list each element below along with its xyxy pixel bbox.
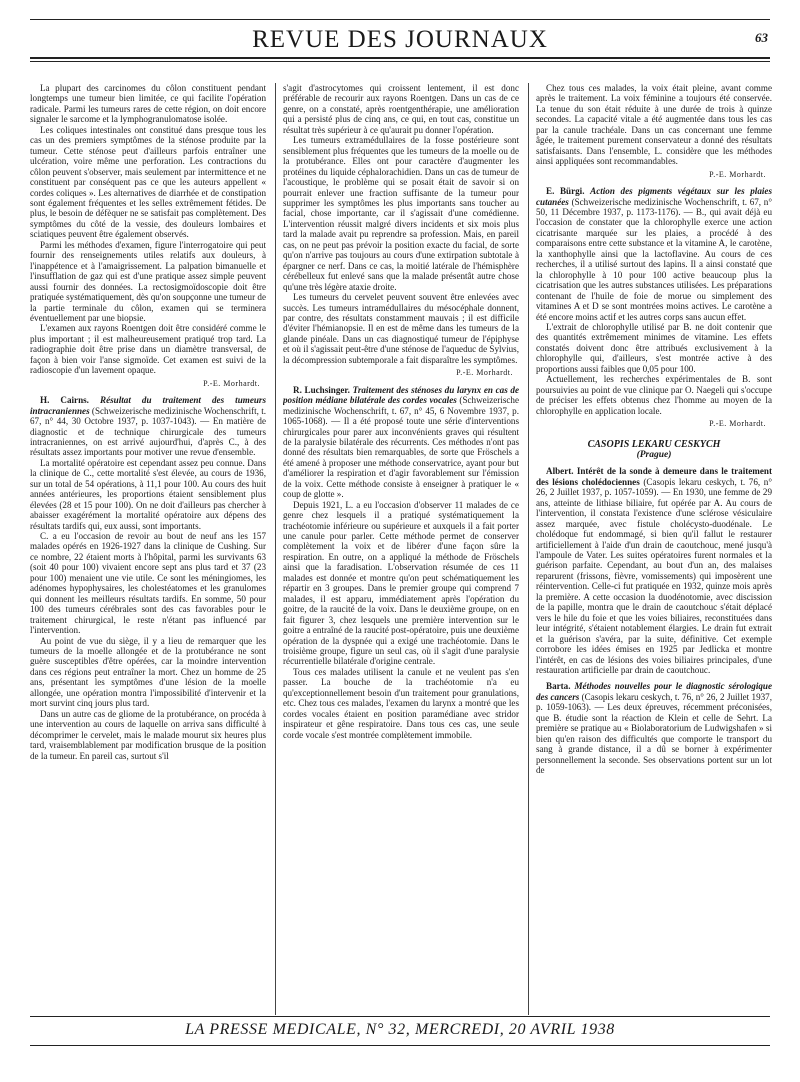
article-heading <box>536 186 772 322</box>
paragraph: Chez tous ces malades, la voix était pleine, avant comme après le traitement. La voix féminine a toujours été conservée. La tenue du son était réduite à une durée de trois à quinze secondes. La capacité vitale a été augmentée dans tous les cas par la canule trachéale. Dans un cas concernant une femme âgée, le traitement purement conservateur a donné des résultats satisfaisants. Dans l'ensemble, L. considère que les méthodes ainsi appliquées sont recommandables. <box>536 83 772 167</box>
journal-section-city: (Prague) <box>636 449 672 460</box>
author-signature: P.-E. Morhardt. <box>203 378 260 388</box>
paragraph: Actuellement, les recherches expérimentales de B. sont poursuivies au point de vue clinique par O. Naegeli qui s'occupe de préciser les effets obtenus chez l'homme au moyen de la chlorophylle en application locale. <box>536 374 772 416</box>
article-author: R. Luchsinger. <box>293 384 350 395</box>
article-heading <box>536 466 772 675</box>
article-author: Albert. <box>546 466 574 477</box>
page-header <box>30 26 770 56</box>
article-reference: (Casopis lekaru ceskych, t. 76, n° 26, 2 Juillet 1937, p. 1057-1059). — En 1930, une femme de 29 ans, atteinte de lithiase biliaire, fut opérée par A. Au cours de l'intervention, il constata l'existence d'une sclérose vésiculaire assez marquée, avec fistule cholécysto-duodénale. Le cholédoque fut endommagé, si bien qu'il fallut le restaurer artificiellement à l'aide d'un drain de caoutchouc, mené jusqu'à l'ampoule de Vater. Les suites opératoires furent normales et la guérison parfaite. Cependant, au bout d'un an, des malaises reparurent (frissons, fièvre, vomissements) qui imposèrent une réintervention. Celle-ci fut pratiquée en 1932, quinze mois après la première. A cette occasion la duodénotomie, avec discission de la papille, montra que le drain de caoutchouc s'était déplacé vers le hile du foie et que les voies biliaires, reconstituées dans leur intégrité, s'étaient notablement élargies. Le drain fut extrait et la guérison s'avéra, par la suite, définitive. Cet exemple corrobore les idées émises en 1925 par Jedlicka et montre l'intérêt, en cas de lésions des voies biliaires principales, d'une restauration artificielle par drain de caoutchouc. <box>536 476 772 676</box>
footer-rule <box>30 1016 770 1017</box>
paragraph: La mortalité opératoire est cependant assez peu connue. Dans la clinique de C., cette mortalité s'est élevée, au cours de 1936, sur un total de 54 opérations, à 11,1 pour 100. Au cours des huit années antérieures, les proportions étaient sensiblement plus élevées (28 et 15 pour 100). On ne doit d'ailleurs pas chercher à abaisser exagérément la mortalité opératoire aux dépens des résultats tardifs qui, eux aussi, sont importants. <box>30 457 266 531</box>
article-columns <box>30 83 772 1013</box>
author-signature: P.-E. Morhardt. <box>456 368 513 378</box>
article-reference: (Schweizerische medizinische Wochenschrift, t. 67, n° 44, 30 Octobre 1937, p. 1037-1043). — En matière de diagnostic et de technique chirurgicale des tumeurs intracraniennes, on est arrivé aujourd'hui, d'après C., à des résultats assez importants pour motiver une revue d'ensemble. <box>30 405 266 458</box>
article-title: Intérêt de la sonde à demeure dans le traitement des lésions cholédociennes <box>536 466 772 487</box>
article-reference: (Schweizerische medizinische Wochenschrift, t. 67, n° 45, 6 Novembre 1937, p. 1065-1068). — Il a été proposé toute une série d'interventions chirurgicales pour parer aux inconvénients graves qui résultent de la paralysie bilatérale des récurrents. Ces méthodes n'ont pas donné des résultats bien remarquables, de sorte que Fröschels a été amené à proposer une méthode conservatrice, ayant pour but d'améliorer la respiration et d'agir favorablement sur l'émission de la voix. Cette méthode consiste à enseigner à pratiquer le « coup de glotte ». <box>283 395 519 500</box>
paragraph: Les tumeurs extramédullaires de la fosse postérieure sont sensiblement plus fréquentes que les tumeurs de la moelle ou de la protubérance. Elles ont pour caractère d'augmenter les protéines du liquide céphalorachidien. Dans un cas de tumeur de l'acoustique, le problème qui se posait était de savoir si on pourrait enlever une fraction suffisante de la tumeur pour supprimer les symptômes les plus importants sans toucher au facial, chose importante, car il s'agissait d'une comédienne. L'intervention réussit malgré divers incidents et six mois plus tard la malade avait pu reprendre sa profession. Mais, en pareil cas, on ne peut pas prévoir la position exacte du facial, de sorte qu'on n'arrive pas toujours au cours d'une extirpation subtotale à épargner ce nerf. Dans ce cas, la moitié latérale de l'hémisphère cérébelleux fut enlevé sans que la malade présentât autre chose qu'une très légère ataxie droite. <box>283 135 519 292</box>
author-signature: P.-E. Morhardt. <box>709 419 766 429</box>
article-reference: (Casopis lekaru ceskych, t. 76, n° 26, 2 Juillet 1937, p. 1059-1063). — Les deux épreuves, récemment préconisées, que B. étudie sont la réaction de Klein et celle de Sehrt. La première se pratique au « Biolaboratorium de Ludwigshafen » si bien qu'en raison des difficultés que comporte le transport du sang à grande distance, il a dû se borner à expérimenter personnellement la seconde. Ses observations portent sur un lot de <box>536 691 772 776</box>
article-title: Résultat du traitement des tumeurs intracraniennes <box>30 395 266 416</box>
paragraph: C. a eu l'occasion de revoir au bout de neuf ans les 157 malades opérés en 1926-1927 dans la clinique de Cushing. Sur ce nombre, 22 étaient morts à l'hôpital, parmi les survivants 63 (soit 40 pour 100) vivaient encore sept ans plus tard et 37 (23 pour 100) menaient une vie utile. Ce sont les méningiomes, les adénomes hypophysaires, les cholestéatomes et les granulomes qui donnent les meilleurs résultats tardifs. En somme, 50 pour 100 des tumeurs cérébrales sont des cas favorables pour le traitement chirurgical, le reste n'étant pas influencé par l'intervention. <box>30 531 266 636</box>
column-1 <box>30 83 266 1013</box>
paragraph: Au point de vue du siège, il y a lieu de remarquer que les tumeurs de la moelle allongée et de la protubérance ne sont guère susceptibles d'être opérées, car la moindre intervention dans ces régions peut entraîner la mort. Chez un homme de 25 ans, présentant les symptômes d'une lésion de la moelle allongée, une opération montra l'impossibilité d'intervenir et la mort survint cinq jours plus tard. <box>30 635 266 709</box>
paragraph: Les tumeurs du cervelet peuvent souvent être enlevées avec succès. Les tumeurs intramédullaires du mésocéphale donnent, par contre, des résultats constamment mauvais ; il est difficile d'éviter l'hémianopsie. Il en est de même dans les tumeurs de la glande pinéale. Dans un cas diagnostiqué tumeur de l'épiphyse et où il s'agissait peut-être d'une sténose de l'aqueduc de Sylvius, la décompression subtemporale a fait disparaître les symptômes. <box>283 292 519 365</box>
paragraph: L'examen aux rayons Roentgen doit être considéré comme le plus important ; il est malheureusement pratiqué trop tard. La radiographie doit être prise dans un diamètre transversal, de façon à bien voir l'anse sigmoïde. Cet examen est suivi de la radioscopie d'un lavement opaque. <box>30 323 266 376</box>
paragraph: Les coliques intestinales ont constitué dans presque tous les cas un des premiers symptômes de la sténose produite par la tumeur. Cette sténose peut d'ailleurs parfois entraîner une ulcération, voire même une perforation. Les contractions du côlon peuvent s'observer, mais seulement par intermittence et ne constituent par conséquent pas ce que les auteurs appellent « cordes coliques ». Les alternatives de diarrhée et de constipation sont également fréquentes et les selles extrêmement fétides. De plus, le besoin de défèquer ne se satisfait pas complètement. Des symptômes du côté de la vessie, des douleurs lombaires et sciatiques peuvent être également observés. <box>30 124 266 240</box>
paragraph: Parmi les méthodes d'examen, figure l'interrogatoire qui peut fournir des renseignements utiles relatifs aux douleurs, à l'inappétence et à l'amaigrissement. La palpation bimanuelle et l'insufflation de gaz qui est d'une pratique assez simple peuvent aussi fournir des données. La rectosigmoïdoscopie doit être pratiquée systématiquement, dès qu'on soupçonne une tumeur de la partie terminale du côlon, examen qui se terminera éventuellement par une biopsie. <box>30 239 266 323</box>
article-author: E. Bürgi. <box>546 186 585 197</box>
article-author: Barta. <box>546 681 571 692</box>
paragraph: s'agit d'astrocytomes qui croissent lentement, il est donc préférable de recourir aux rayons Roentgen. Dans un cas de ce genre, on a constaté, après roentgenthérapie, une amélioration qui a persisté plus de cinq ans, ce qui, en tout cas, constitue un résultat très supérieur à ce qu'aurait pu donner l'opération. <box>283 83 519 135</box>
article-title: Traitement des sténoses du larynx en cas de position médiane bilatérale des cordes vocales <box>283 384 519 406</box>
article-reference: (Schweizerische medizinische Wochenschrift, t. 67, n° 50, 11 Décembre 1937, p. 1173-1176). — B., qui avait déjà eu l'occasion de constater que la chlorophylle exerce une action cicatrisante marquée sur les plaies, a procédé à des comparaisons entre cette substance et la vitamine A, le carotène, la xanthophylle ainsi que la lactoflavine. Au cours de ces recherches, il a utilisé surtout des lapins. Il a ainsi constaté que la chlorophylle à 10 pour 100 active beaucoup plus la cicatrisation que les autres substances utilisées. Les préparations contenant de l'huile de foie de morue ou simplement des vitamines A et D se sont montrées moins actives. Le carotène a été encore moins actif et les autres corps sans aucun effet. <box>536 196 772 322</box>
column-3 <box>536 83 772 1013</box>
journal-section-title: REVUE DES JOURNAUX <box>252 26 548 53</box>
header-rule <box>30 57 770 59</box>
article-title: Action des pigments végétaux sur les plaies cutanées <box>536 186 772 207</box>
paragraph: L'extrait de chlorophylle utilisé par B. ne doit contenir que des quantités extrêmement minimes de vitamine. Les effets constatés doivent donc être attribués exclusivement à la chlorophylle qui, d'ailleurs, s'est montrée active à des proportions aussi faibles que 0,05 pour 100. <box>536 321 772 374</box>
page-footer: LA PRESSE MEDICALE, N° 32, MERCREDI, 20 AVRIL 1938 <box>185 1021 615 1038</box>
paragraph: Tous ces malades utilisent la canule et ne veulent pas s'en passer. La bouche de la trachéotomie n'a eu qu'exceptionnellement besoin d'un traitement pour granulations, etc. Chez tous ces malades, l'examen du larynx a montré que les cordes vocales étaient en position paramédiane avec stridor inspirateur et gêne respiratoire. Dans tous ces cas, une seule corde vocale s'est montrée complètement immobile. <box>283 666 519 740</box>
article-heading <box>30 395 266 458</box>
article-heading <box>283 385 519 500</box>
page-number: 63 <box>755 30 768 45</box>
article-author: H. Cairns. <box>40 395 89 406</box>
footer-rule-bottom <box>30 1045 770 1046</box>
journal-section-heading: CASOPIS LEKARU CESKYCH <box>587 438 721 450</box>
column-2 <box>283 83 519 1013</box>
article-title: Méthodes nouvelles pour le diagnostic sérologique des cancers <box>536 681 772 702</box>
header-rule-thin <box>30 61 770 62</box>
author-signature: P.-E. Morhardt. <box>709 169 766 179</box>
article-heading <box>536 681 772 775</box>
paragraph: Dans un autre cas de gliome de la protubérance, on procéda à une intervention au cours de laquelle on arriva sans difficulté à décomprimer le cervelet, mais le malade mourut six heures plus tard, vraisemblablement par modification brusque de la position de la tumeur. En pareil cas, surtout s'il <box>30 708 266 761</box>
top-rule <box>30 19 770 20</box>
paragraph: La plupart des carcinomes du côlon constituent pendant longtemps une tumeur bien limitée, ce qui facilite l'opération radicale. Parmi les tumeurs rares de cette région, on doit encore signaler le sarcome et la lymphogranulomatose isolée. <box>30 83 266 125</box>
paragraph: Depuis 1921, L. a eu l'occasion d'observer 11 malades de ce genre chez lesquels il a pratiqué systématiquement la trachéotomie inférieure ou supérieure et auxquels il a fait porter une canule pour parler. Cette méthode permet de conserver complètement la voix et de libérer d'une façon sûre la respiration. En outre, on a appliqué la méthode de Fröschels ainsi que la faradisation. L'observation résumée de ces 11 malades est donnée et montre qu'on peut schématiquement les répartir en 3 groupes. Dans le premier groupe qui comprend 7 malades, il est apparu, immédiatement après l'opération du goitre, de la raucité de la voix. Dans le deuxième groupe, on en fait figurer 3, chez lesquels une première intervention sur le goitre a entraîné de la raucité post-opératoire, puis une deuxième opération de la dyspnée qui a exigé une trachéotomie. Dans le troisième groupe, figure un seul cas, où il s'agit d'une paralysie récurrentielle bilatérale d'origine centrale. <box>283 499 519 667</box>
